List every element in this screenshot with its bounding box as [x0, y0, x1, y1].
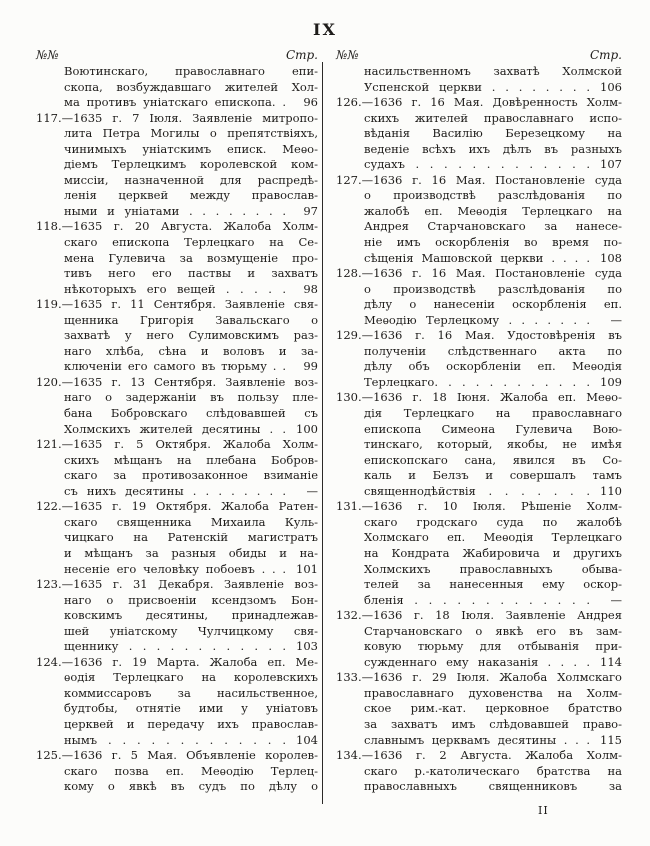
- toc-entry-line: веденіе всѣхъ ихъ дѣлъ въ разныхъ: [364, 141, 622, 156]
- column-header-left: [36, 46, 318, 64]
- toc-entry-line: жалобѣ еп. Меѳодія Терлецкаго на: [364, 203, 622, 218]
- toc-entry: [336, 95, 622, 173]
- toc-entry-line: бана Бобровскаго слѣдовавшей съ: [64, 406, 318, 421]
- toc-entry-line: скаго за противозаконное взиманіе: [64, 468, 318, 483]
- toc-entry-line: Андрея Старчановскаго за нанесе-: [364, 219, 622, 234]
- entry-text: ключеніи его самого въ тюрьму . .: [64, 359, 286, 374]
- toc-entry-line: 133.—1636 г. 29 Іюля. Жалоба Холмскаго: [336, 670, 622, 685]
- toc-entry-line: за захватъ имъ слѣдовавшей право-: [364, 716, 622, 731]
- toc-entry-line: скаго священника Михаила Куль-: [64, 514, 318, 529]
- entry-text: Меѳодію Терлецкому . . . . . . .: [364, 312, 590, 327]
- toc-entry-lastline: [36, 95, 318, 111]
- toc-entry-line: 125.—1636 г. 5 Мая. Объявленіе королев-: [36, 748, 318, 763]
- toc-entry-line: насильственномъ захватѣ Холмской: [364, 64, 622, 78]
- toc-entry-line: 122.—1635 г. 19 Октября. Жалоба Ратен-: [36, 499, 318, 514]
- page-number: 97: [303, 203, 318, 218]
- toc-entry-lastline: [36, 484, 318, 500]
- entry-text: Терлецкаго. . . . . . . . . . . .: [364, 374, 590, 389]
- toc-entry-line: каль и Белзъ и совершалъ тамъ: [364, 468, 622, 483]
- page-number: —: [610, 592, 622, 607]
- page-number: 98: [303, 281, 318, 296]
- entry-text: бленія . . . . . . . . . . . . .: [364, 592, 590, 607]
- entry-text: судахъ . . . . . . . . . . . . .: [364, 157, 590, 172]
- toc-entry-line: 132.—1636 г. 18 Іюля. Заявленіе Андрея: [336, 608, 622, 623]
- toc-entry-line: 128.—1636 г. 16 Мая. Постановленіе суда: [336, 266, 622, 281]
- toc-column-right: [336, 46, 622, 795]
- toc-entry-line: скаго позва еп. Меѳодію Терлец-: [64, 763, 318, 778]
- toc-entry-line: скаго епископа Терлецкаго на Се-: [64, 235, 318, 250]
- toc-entry-lastline: [36, 359, 318, 375]
- page-number: 96: [303, 95, 318, 110]
- page-folio-number: IX: [313, 20, 337, 39]
- toc-entry-line: скаго гродскаго суда по жалобѣ: [364, 514, 622, 529]
- page-number: —: [610, 312, 622, 327]
- toc-entry-line: діемъ Терлецкимъ королевской ком-: [64, 157, 318, 172]
- toc-entry: [336, 390, 622, 499]
- toc-entry-line: 134.—1636 г. 2 Августа. Жалоба Холм-: [336, 748, 622, 763]
- toc-entry-line: 119.—1635 г. 11 Сентября. Заявленіе свя-: [36, 297, 318, 312]
- toc-entry-lastline: [336, 251, 622, 267]
- entry-text: нымъ . . . . . . . . . . . . .: [64, 732, 286, 747]
- toc-entry-lastline: [336, 80, 622, 96]
- toc-entry-line: будтобы, отнятіе ими у уніатовъ: [64, 701, 318, 716]
- toc-column-left: [36, 46, 318, 795]
- page-number: 114: [600, 654, 622, 669]
- toc-entry-line: православнаго духовенства на Холм-: [364, 685, 622, 700]
- toc-entry-line: 117.—1635 г. 7 Іюля. Заявленіе митропо-: [36, 110, 318, 125]
- entry-text: нѣкоторыхъ его вещей . . . . .: [64, 281, 286, 296]
- toc-entry: [36, 748, 318, 795]
- toc-entry-line: дѣлу о нанесеніи оскорбленія еп.: [364, 297, 622, 312]
- toc-entry-line: 131.—1636 г. 10 Іюля. Рѣшеніе Холм-: [336, 499, 622, 514]
- toc-entry-line: 129.—1636 г. 16 Мая. Удостовѣренія въ: [336, 328, 622, 343]
- toc-entry-line: 130.—1636 г. 18 Іюня. Жалоба еп. Меѳо-: [336, 390, 622, 405]
- toc-entry-line: 121.—1635 г. 5 Октября. Жалоба Холм-: [36, 437, 318, 452]
- toc-entry-line: наго о задержаніи въ пользу пле-: [64, 390, 318, 405]
- toc-entry-line: Холмскаго еп. Меѳодія Терлецкаго: [364, 530, 622, 545]
- entry-text: щеннику . . . . . . . . . . . .: [64, 639, 286, 654]
- entry-text: съ нихъ десятины . . . . . . . .: [64, 483, 286, 498]
- toc-entry: [336, 266, 622, 328]
- toc-entry-lastline: [36, 282, 318, 298]
- toc-entry-line: епископа Симеона Гулевича Вою-: [364, 421, 622, 436]
- toc-entry-lastline: [336, 157, 622, 173]
- toc-entry-line: лита Петра Могилы о препятствіяхъ,: [64, 126, 318, 141]
- toc-entry-line: 120.—1635 г. 13 Сентября. Заявленіе воз-: [36, 374, 318, 389]
- toc-entry-line: Старчановскаго о явкѣ его въ зам-: [364, 623, 622, 638]
- toc-entries-right: [336, 64, 622, 795]
- toc-entry-lastline: [336, 733, 622, 749]
- toc-entry-line: церквей и передачу ихъ православ-: [64, 716, 318, 731]
- toc-entry-line: 123.—1635 г. 31 Декабря. Заявленіе воз-: [36, 577, 318, 592]
- toc-entry: [36, 577, 318, 655]
- toc-entry-line: дѣлу объ оскорбленіи еп. Меѳодія: [364, 359, 622, 374]
- toc-entry-line: Воютинскаго, православнаго епи-: [64, 64, 318, 78]
- toc-entry-line: чицкаго на Ратенскій магистратъ: [64, 530, 318, 545]
- toc-entry-line: 127.—1636 г. 16 Мая. Постановленіе суда: [336, 172, 622, 187]
- toc-entry-lastline: [36, 639, 318, 655]
- toc-entry: [36, 64, 318, 111]
- page-number: 107: [600, 157, 622, 172]
- entry-text: несеніе его человѣку побоевъ . . .: [64, 561, 286, 576]
- toc-entry-line: о производствѣ разслѣдованія по: [364, 188, 622, 203]
- toc-entry: [36, 499, 318, 577]
- toc-entry-line: наго хлѣба, сѣна и воловъ и за-: [64, 343, 318, 358]
- toc-entry-line: на Кондрата Жабировича и другихъ: [364, 545, 622, 560]
- toc-entry-lastline: [336, 655, 622, 671]
- page-number: 109: [600, 374, 622, 389]
- entry-text: сѣщенія Машовской церкви . . . .: [364, 250, 590, 265]
- toc-entry: [36, 219, 318, 297]
- toc-entry-line: дія Терлецкаго на православнаго: [364, 406, 622, 421]
- toc-entry-line: 118.—1635 г. 20 Августа. Жалоба Холм-: [36, 219, 318, 234]
- toc-entry-line: ковскимъ десятины, принадлежав-: [64, 608, 318, 623]
- toc-entry-line: скопа, возбуждавшаго жителей Хол-: [64, 79, 318, 94]
- page-number: 108: [600, 250, 622, 265]
- page-number: 99: [303, 359, 318, 374]
- toc-entry-line: скихъ мѣщанъ на плебана Бобров-: [64, 452, 318, 467]
- toc-entry-line: скаго р.-католическаго братства на: [364, 763, 622, 778]
- column-divider-rule: [322, 62, 323, 804]
- toc-entry: [336, 328, 622, 390]
- toc-entry-line: о производствѣ разслѣдованія по: [364, 281, 622, 296]
- toc-entry-line: ѳодія Терлецкаго на королевскихъ: [64, 670, 318, 685]
- toc-entry: [36, 111, 318, 220]
- page-number: —: [306, 483, 318, 498]
- toc-entry-line: мена Гулевича за возмущеніе про-: [64, 250, 318, 265]
- toc-entry-line: 126.—1636 г. 16 Мая. Довѣренность Холм-: [336, 95, 622, 110]
- toc-entry-lastline: [336, 313, 622, 329]
- toc-entry-lastline: [36, 733, 318, 749]
- entry-number-heading: №№: [336, 48, 359, 62]
- entry-text: ными и уніатами . . . . . . . .: [64, 203, 286, 218]
- toc-entry-line: захватѣ у него Сулимовскимъ раз-: [64, 328, 318, 343]
- toc-entry-line: кому о явкѣ въ судъ по дѣлу о: [64, 779, 318, 794]
- toc-entry-line: и мѣщанъ за разныя обиды и на-: [64, 545, 318, 560]
- page-number: 103: [296, 639, 318, 654]
- page-number: 101: [296, 561, 318, 576]
- toc-entry-line: скихъ жителей православнаго испо-: [364, 110, 622, 125]
- toc-entry: [36, 655, 318, 748]
- toc-entry-line: полученіи слѣдственнаго акта по: [364, 343, 622, 358]
- toc-entry-line: наго о присвоеніи ксендзомъ Бон-: [64, 592, 318, 607]
- toc-entry-line: Холмскихъ православныхъ обыва-: [364, 561, 622, 576]
- entry-text: сужденнаго ему наказанія . . . .: [364, 654, 590, 669]
- toc-entry: [36, 375, 318, 437]
- page-column-heading: Стр.: [285, 48, 318, 62]
- toc-entry-line: ніе имъ оскорбленія во время по-: [364, 235, 622, 250]
- toc-entry: [336, 748, 622, 795]
- toc-entry-line: тинскаго, который, якобы, не имѣя: [364, 437, 622, 452]
- toc-entry: [336, 608, 622, 670]
- toc-entry-line: шей уніатскому Чулчицкому свя-: [64, 623, 318, 638]
- page-number: 100: [296, 421, 318, 436]
- page-number: 106: [600, 79, 622, 94]
- toc-entry-line: вѣданія Василію Березецкому на: [364, 126, 622, 141]
- page-number: 104: [296, 732, 318, 747]
- toc-entry-line: православныхъ священниковъ за: [364, 779, 622, 794]
- page-column-heading: Стр.: [589, 48, 622, 62]
- toc-entry-line: ское рим.-кат. церковное братство: [364, 701, 622, 716]
- toc-entry-line: ковую тюрьму для отбыванія при-: [364, 639, 622, 654]
- toc-entry: [36, 297, 318, 375]
- page-number: 115: [600, 732, 622, 747]
- toc-entry-line: ленія церквей между православ-: [64, 188, 318, 203]
- entry-text: Холмскихъ жителей десятины . .: [64, 421, 286, 436]
- toc-entry-lastline: [36, 422, 318, 438]
- toc-entry-line: коммиссаровъ за насильственное,: [64, 685, 318, 700]
- toc-entry: [336, 173, 622, 266]
- printer-signature-mark: II: [538, 804, 549, 817]
- toc-entry-line: 124.—1636 г. 19 Марта. Жалоба еп. Ме-: [36, 654, 318, 669]
- entry-text: Успенской церкви . . . . . . . .: [364, 79, 590, 94]
- toc-entry-line: миссіи, назначенной для распредѣ-: [64, 172, 318, 187]
- toc-entry: [336, 499, 622, 608]
- toc-entry-lastline: [36, 562, 318, 578]
- entry-number-heading: №№: [36, 48, 59, 62]
- toc-entry-line: тивъ него его паствы и захватъ: [64, 266, 318, 281]
- column-header-right: [336, 46, 622, 64]
- toc-entries-left: [36, 64, 318, 795]
- toc-entry: [36, 437, 318, 499]
- toc-entry-line: телей за нанесенныя ему оскор-: [364, 577, 622, 592]
- toc-entry-lastline: [336, 593, 622, 609]
- toc-entry-line: щенника Григорія Завальскаго о: [64, 312, 318, 327]
- toc-entry-lastline: [336, 375, 622, 391]
- toc-entry: [336, 670, 622, 748]
- entry-text: ма противъ уніатскаго епископа. .: [64, 95, 286, 110]
- toc-entry-lastline: [36, 204, 318, 220]
- entry-text: славнымъ церквамъ десятины . . .: [364, 732, 590, 747]
- toc-entry-line: чинимыхъ уніатскимъ еписк. Меѳо-: [64, 141, 318, 156]
- page-number: 110: [600, 483, 622, 498]
- toc-entry: [336, 64, 622, 95]
- toc-entry-line: епископскаго сана, явился въ Со-: [364, 452, 622, 467]
- toc-entry-lastline: [336, 484, 622, 500]
- entry-text: священнодѣйствія . . . . . . .: [364, 483, 590, 498]
